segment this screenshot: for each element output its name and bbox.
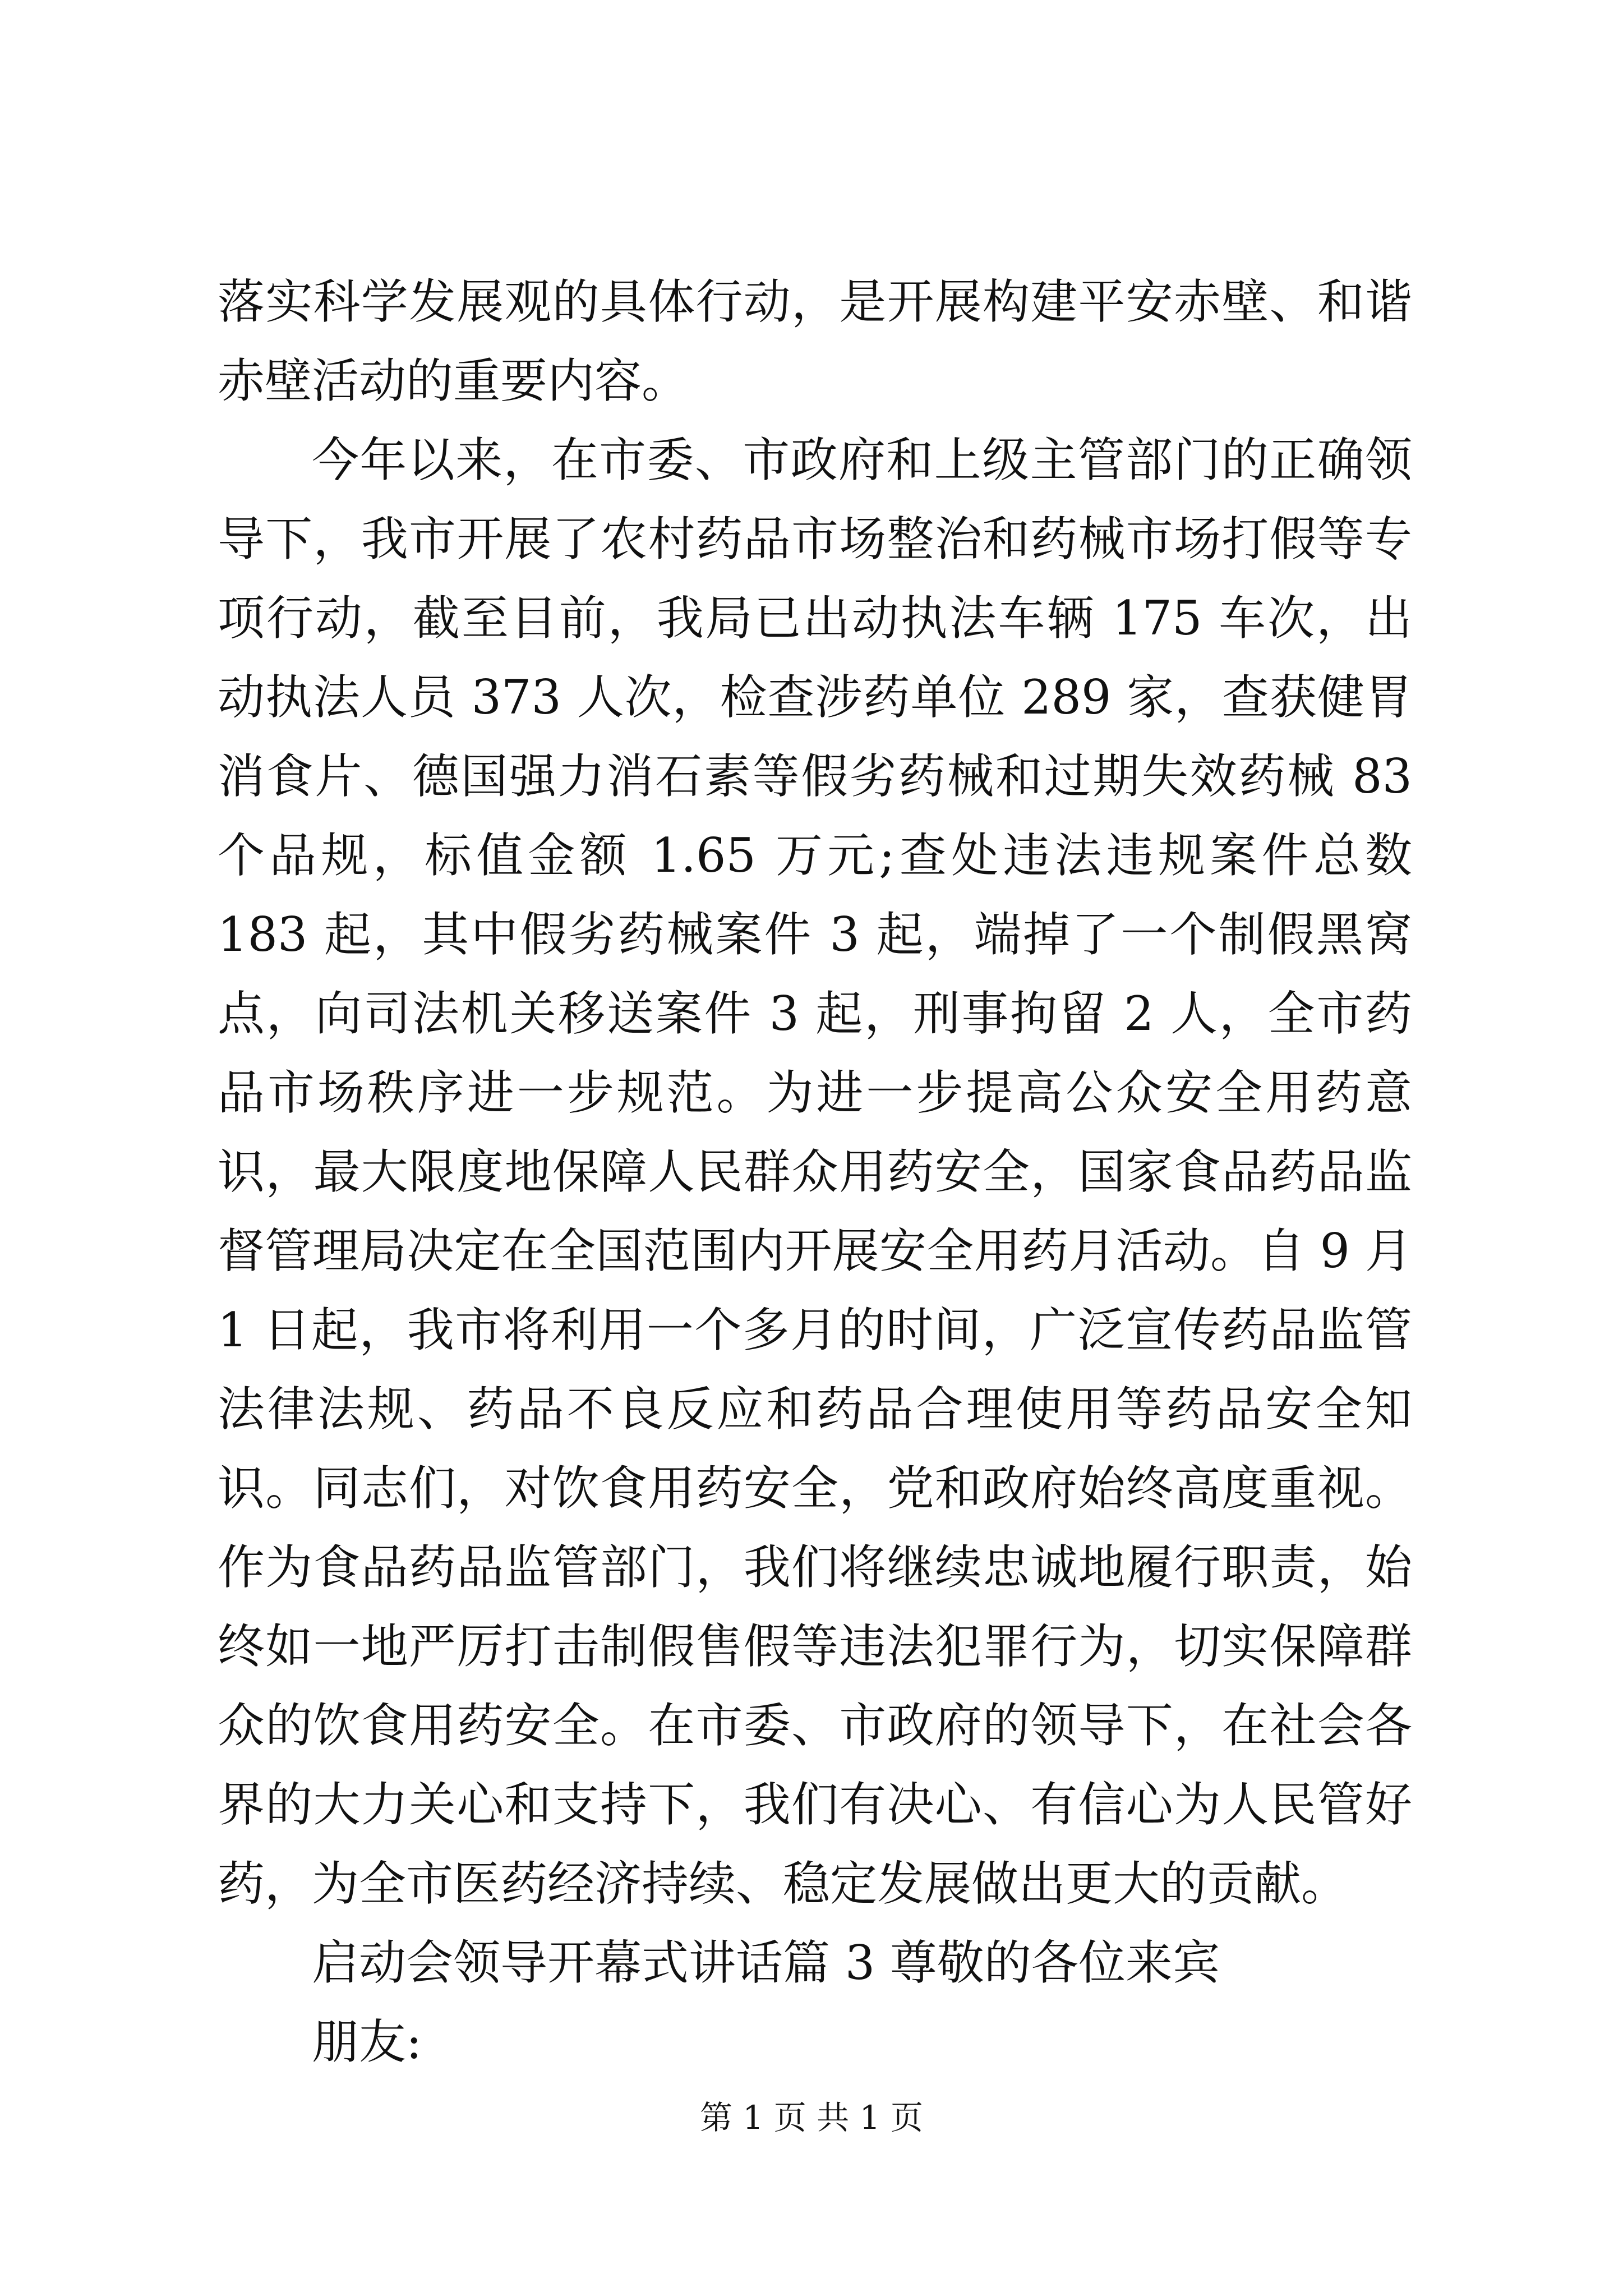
document-body	[218, 263, 1412, 2082]
paragraph-1: 落实科学发展观的具体行动，是开展构建平安赤壁、和谐赤壁活动的重要内容。	[218, 274, 1412, 408]
paragraph-3: 启动会领导开幕式讲话篇 3 尊敬的各位来宾	[312, 1935, 1220, 1990]
paragraph-4: 朋友:	[312, 2014, 422, 2069]
paragraph-2: 今年以来，在市委、市政府和上级主管部门的正确领导下，我市开展了农村药品市场整治和药械市场打假等专项行动，截至目前，我局已出动执法车辆 175 车次，出动执法人员 373 人次，检查涉药单位 289 家，查获健胃消食片、德国强力消石素等假劣药械和过期失效药械 83 个品规，标值金额 1.65 万元;查处违法违规案件总数 183 起，其中假劣药械案件 3 起，端掉了一个制假黑窝点，向司法机关移送案件 3 起，刑事拘留 2 人，全市药品市场秩序进一步规范。为进一步提高公众安全用药意识，最大限度地保障人民群众用药安全，国家食品药品监督管理局决定在全国范围内开展安全用药月活动。自 9 月 1 日起，我市将利用一个多月的时间，广泛宣传药品监管法律法规、药品不良反应和药品合理使用等药品安全知识。同志们，对饮食用药安全，党和政府始终高度重视。作为食品药品监管部门，我们将继续忠诚地履行职责，始终如一地严厉打击制假售假等违法犯罪行为，切实保障群众的饮食用药安全。在市委、市政府的领导下，在社会各界的大力关心和支持下，我们有决心、有信心为人民管好药，为全市医药经济持续、稳定发展做出更大的贡献。	[218, 432, 1412, 1911]
page-footer	[0, 2095, 1623, 2140]
page-number-label: 第 1 页 共 1 页	[700, 2099, 923, 2137]
